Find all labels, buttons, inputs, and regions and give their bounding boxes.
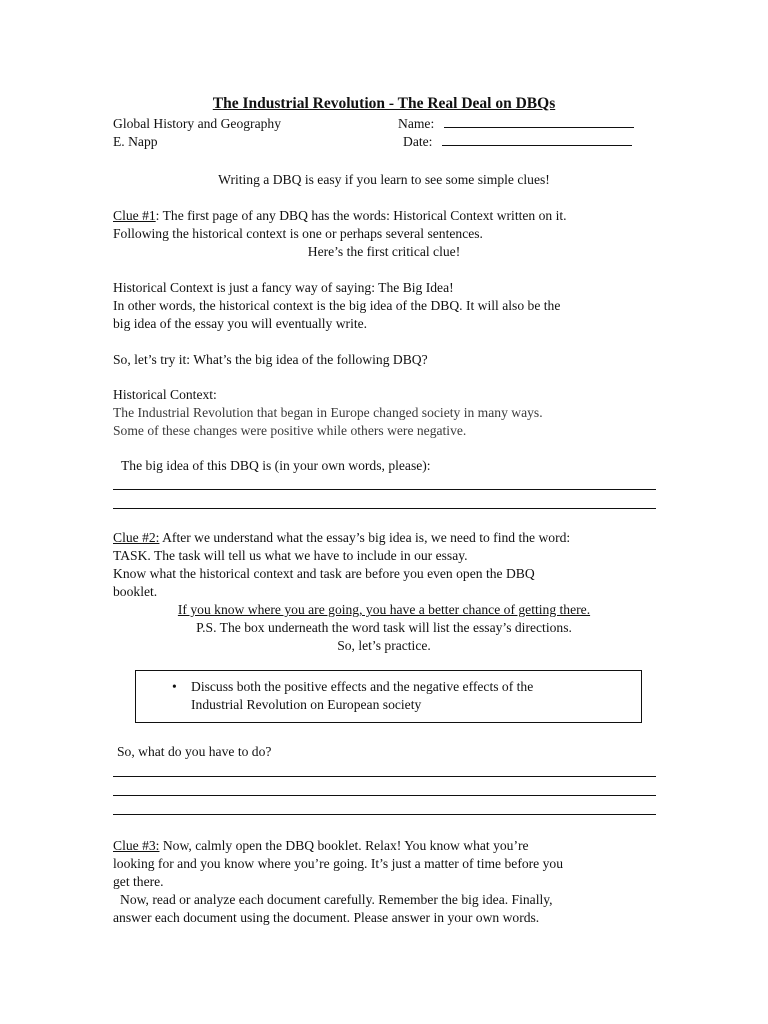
name-label: Name: — [398, 116, 435, 131]
clue1-text1: : The first page of any DBQ has the words: Historical Context written on it. — [155, 208, 567, 223]
date-label: Date: — [403, 134, 433, 149]
big-idea-prompt: The big idea of this DBQ is (in your own words, please): — [121, 458, 431, 473]
clue1-line7: So, let’s try it: What’s the big idea of the following DBQ? — [113, 352, 428, 367]
clue2-line4: booklet. — [113, 584, 158, 599]
todo-line-1[interactable] — [113, 776, 656, 777]
task-box — [135, 670, 642, 723]
clue1-line4: Historical Context is just a fancy way of saying: The Big Idea! — [113, 280, 454, 295]
clue2-line2: TASK. The task will tell us what we have to include in our essay. — [113, 548, 468, 563]
intro-text: Writing a DBQ is easy if you learn to see some simple clues! — [218, 172, 550, 187]
historical-context-label: Historical Context: — [113, 387, 217, 402]
historical-context-line2: Some of these changes were positive while others were negative. — [113, 423, 467, 438]
page-title: The Industrial Revolution - The Real Deal on DBQs — [212, 95, 556, 112]
task-text-line1: Discuss both the positive effects and the negative effects of the — [191, 679, 534, 694]
clue3-label: Clue #3: — [113, 838, 160, 853]
clue1-line2: Following the historical context is one or perhaps several sentences. — [113, 226, 483, 241]
clue1-line1 — [113, 207, 567, 225]
clue2-line7: So, let’s practice. — [337, 638, 431, 653]
clue1-line6: big idea of the essay you will eventually write. — [113, 316, 368, 331]
clue1-label: Clue #1 — [113, 208, 156, 223]
clue2-line1 — [113, 529, 570, 547]
todo-line-3[interactable] — [113, 814, 656, 815]
answer-line-2[interactable] — [113, 508, 656, 509]
name-blank[interactable] — [444, 115, 634, 128]
clue2-line5: If you know where you are going, you have a better chance of getting there. — [177, 602, 591, 617]
clue2-line6: P.S. The box underneath the word task will list the essay’s directions. — [196, 620, 572, 635]
clue2-line3: Know what the historical context and task are before you even open the DBQ — [113, 566, 535, 581]
todo-line-2[interactable] — [113, 795, 656, 796]
bullet-icon: • — [172, 679, 177, 694]
clue3-line2: looking for and you know where you’re going. It’s just a matter of time before you — [113, 856, 563, 871]
clue3-line5: answer each document using the document. Please answer in your own words. — [113, 910, 540, 925]
clue3-line3: get there. — [113, 874, 164, 889]
task-text-line2: Industrial Revolution on European society — [191, 697, 422, 712]
clue1-line5: In other words, the historical context is the big idea of the DBQ. It will also be the — [113, 298, 561, 313]
clue3-text1: Now, calmly open the DBQ booklet. Relax! You know what you’re — [159, 838, 529, 853]
teacher-name: E. Napp — [113, 134, 158, 149]
name-row — [398, 115, 634, 133]
date-row — [403, 133, 632, 151]
answer-line-1[interactable] — [113, 489, 656, 490]
clue2-label: Clue #2: — [113, 530, 160, 545]
clue2-text1: After we understand what the essay’s big idea is, we need to find the word: — [159, 530, 571, 545]
clue3-line4: Now, read or analyze each document carefully. Remember the big idea. Finally, — [120, 892, 553, 907]
date-blank[interactable] — [442, 133, 632, 146]
clue3-line1 — [113, 837, 529, 855]
clue1-line3: Here’s the first critical clue! — [307, 244, 461, 259]
todo-prompt: So, what do you have to do? — [117, 744, 272, 759]
course-name: Global History and Geography — [113, 116, 281, 131]
historical-context-line1: The Industrial Revolution that began in Europe changed society in many ways. — [113, 405, 543, 420]
